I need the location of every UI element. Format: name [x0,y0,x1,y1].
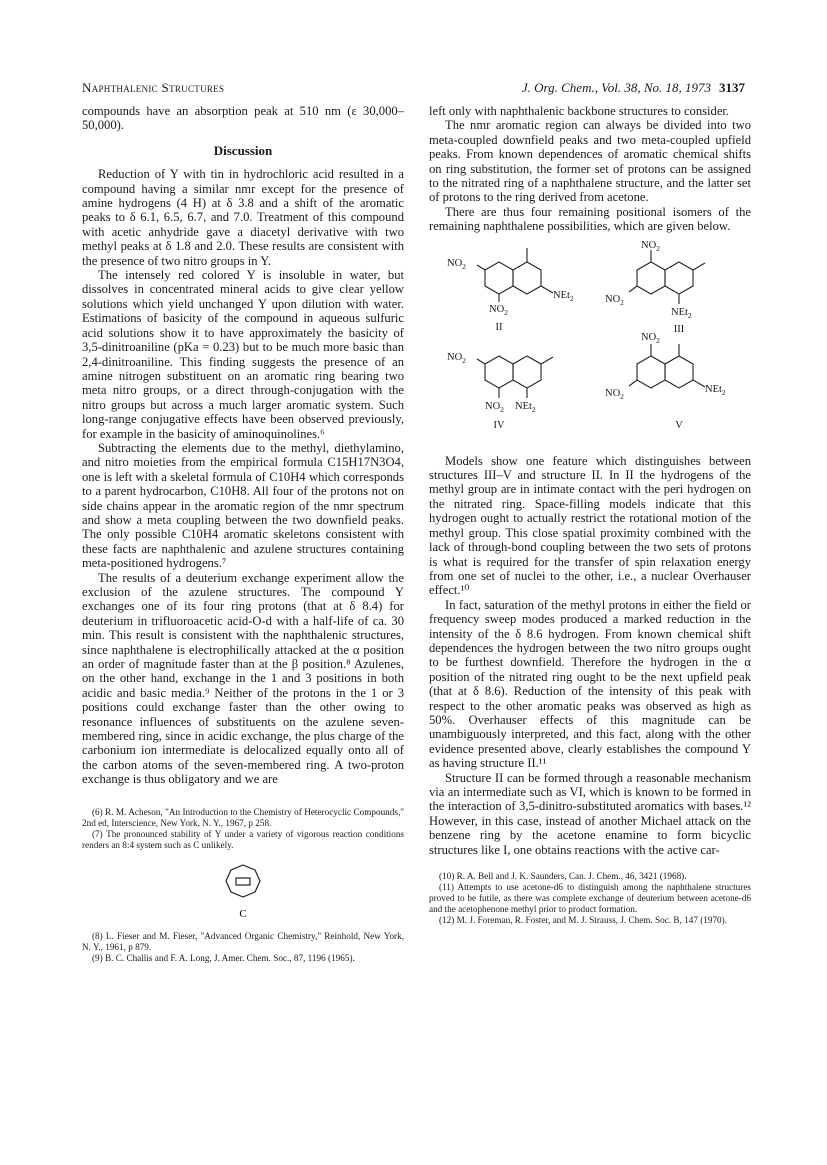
left-column [82,104,404,964]
paragraph-basicity: The intensely red colored Y is insoluble in water, but dissolves in concentrated mineral acids to give clear yellow solutions which yield unchanged Y upon dilution with water. Estimations of basicity of the compound in aqueous sulfuric acid solutions show it to have approximately the basicity of 3,5-dinitroaniline (pKa = 0.23) but to be much more basic than 2,4-dinitroaniline. This finding suggests the presence of an amine nitrogen substituent on an aromatic ring bearing two meta nitro groups, or a direct through-conjugation with the nitro groups but across a much larger aromatic system. Such long-range conjugative effects have been observed previously, for example in the basicity of aminoquinolines.⁶ [82,268,404,441]
structure-c-label: C [239,907,247,920]
structure-iii-net2: NEt$_2$ [671,306,692,320]
structure-ii-label: II [495,321,503,333]
running-header-title: Naphthalenic Structures [82,80,225,95]
footnote-11: (11) Attempts to use acetone-d6 to distinguish among the naphthalene structures proved to be futile, as there was complete exchange of deuterium between acetone-d6 and the acetophenone methyl prior to product formation. [429,882,751,915]
structure-ii-no2-bottom: $NO_2$ [489,303,508,317]
footnote-7: (7) The pronounced stability of Y under a variety of vigorous reaction conditions renders an 8:4 system such as C unlikely. [82,828,404,850]
paragraph-deuterium: The results of a deuterium exchange experiment allow the exclusion of the azulene structures. The compound Y exchanges one of its four ring protons (that at δ 8.4) for deuterium in trifluoroacetic acid-O-d with a half-life of ca. 30 min. This result is consistent with the naphthalenic structures, since naphthalene is electrophilically attacked at the α position an order of magnitude faster than at the β position.⁸ Azulenes, on the other hand, exchange in the 1 and 3 positions in both acidic and basic media.⁹ Neither of the protons in the 1 or 3 positions could exchange faster than the other owing to resonance influences of substituents on the azulene seven-membered ring, since in acidic exchange, the plus charge of the carbonium ion intermediate is delocalized equally onto all of the carbon atoms of the seven-membered ring. A two-proton exchange is thus obligatory and we are [82,570,404,787]
structure-ii-net2: NEt$_2$ [553,289,574,303]
paragraph-saturation: In fact, saturation of the methyl protons in either the field or frequency sweep modes produced a marked reduction in the intensity of the δ 8.6 hydrogen. From known chemical shift dependences the hydrogen between the two nitro groups ought to be furthest downfield. Therefore the hydrogen in the α position of the nitrated ring ought to be the next upfield peak (that at δ 8.6). Reduction of the intensity of this peak with respect to the other aromatic peaks was observed as high as 50%. Overhauser effects of this magnitude can be unambiguously interpreted, and this fact, along with the other evidence presented above, clearly establishes the compound Y as having structure II.¹¹ [429,597,751,771]
paragraph-nmr-region: The nmr aromatic region can always be divided into two meta-coupled downfield peaks and two meta-coupled upfield peaks. From known dependences of aromatic chemical shifts on ring substitution, the former set of protons can be assigned to the nitrated ring of a naphthalene structure, and the latter set of protons to the ring derived from acetone. [429,118,751,205]
structure-v-net2: NEt$_2$ [705,383,726,397]
paragraph-isomers: There are thus four remaining positional isomers of the remaining naphthalene possibilities, which are given below. [429,204,751,234]
running-header [82,80,745,96]
structure-iii-no2-top: $NO_2$ [641,239,660,253]
isomer-structures [429,240,751,440]
structure-v-label: V [675,419,683,431]
footnote-9: (9) B. C. Challis and F. A. Long, J. Amer. Chem. Soc., 87, 1196 (1965). [92,952,355,963]
section-heading-discussion: Discussion [213,142,273,158]
footnotes-10-12 [429,871,751,926]
structure-v-no2-top: $NO_2$ [641,331,660,345]
structure-iv-no2-left: $NO_2$ [447,351,466,365]
right-column [429,104,751,926]
paragraph-mechanism: Structure II can be formed through a reasonable mechanism via an intermediate such as VI, which is known to be formed in the interaction of 3,5-dinitro-substituted aromatics with bases.¹² However, in this case, instead of another Michael attack on the benzene ring by the acetone enamine to form bicyclic structures like I, one obtains reactions with the active car- [429,770,751,857]
footnote-6: (6) R. M. Acheson, "An Introduction to the Chemistry of Heterocyclic Compounds," 2nd ed, Interscience, New York, N. Y., 1967, p 258. [82,806,404,828]
structure-iii-no2-left: $NO_2$ [605,293,624,307]
right-intro: left only with naphthalenic backbone structures to consider. [429,104,730,118]
structure-c-diagram [213,861,273,923]
isomer-structures-svg [429,240,751,440]
structure-iii-label: III [673,323,685,335]
page-number: 3137 [719,80,745,95]
footnotes-8-9 [82,931,404,964]
left-intro: compounds have an absorption peak at 510 nm (ε 30,000–50,000). [82,104,404,133]
paragraph-formula: Subtracting the elements due to the methyl, diethylamino, and nitro moieties from the empirical formula C15H17N3O4, one is left with a skeletal formula of C10H4 which corresponds to a parent hydrocarbon, C10H8. All four of the protons not on side chains appear in the aromatic region of the nmr spectrum and show a meta coupling between the two downfield peaks. The only possible C10H4 aromatic skeletons consistent with these facts are naphthalenic and azulene structures containing meta-positioned hydrogens.⁷ [82,440,404,571]
footnote-12: (12) M. J. Foreman, R. Foster, and M. J. Strauss, J. Chem. Soc. B, 147 (1970). [439,915,728,926]
structure-iv-net2: NEt$_2$ [515,400,536,414]
paragraph-reduction: Reduction of Y with tin in hydrochloric acid resulted in a compound having a similar nmr except for the presence of amine hydrogens (4 H) at δ 3.8 and a shift of the aromatic peaks to δ 6.1, 6.5, 6.7, and 7.0. Treatment of this compound with acetic anhydride gave a diacetyl derivative with two methyl peaks at δ 1.8 and 2.0. These results are consistent with the presence of two nitro groups in Y. [82,167,404,268]
footnote-10: (10) R. A. Bell and J. K. Saunders, Can. J. Chem., 46, 3421 (1968). [439,871,687,882]
structure-ii-no2-top: $NO_2$ [447,257,466,271]
journal-citation: J. Org. Chem., Vol. 38, No. 18, 1973 [521,80,711,95]
footnote-8: (8) L. Fieser and M. Fieser, "Advanced Organic Chemistry," Reinhold, New York, N. Y., 1961, p 879. [82,930,404,952]
structure-iv-label: IV [493,419,505,431]
structure-v-no2-left: $NO_2$ [605,387,624,401]
running-header-citation [522,80,745,96]
footnotes-6-7 [82,807,404,851]
structure-iv-no2-bottom: $NO_2$ [485,400,504,414]
paragraph-models: Models show one feature which distinguishes between structures III–V and structure II. In II the hydrogens of the methyl group are in intimate contact with the peri hydrogen on the nitrated ring. Space-filling models indicate that this hydrogen ought to actually restrict the rotational motion of the methyl group. This close spatial proximity combined with the lack of through-bond coupling between the two sets of protons is what is required for the transfer of spin relaxation energy from one set of nuclei to the other, i.e., a nuclear Overhauser effect.¹⁰ [429,453,751,598]
